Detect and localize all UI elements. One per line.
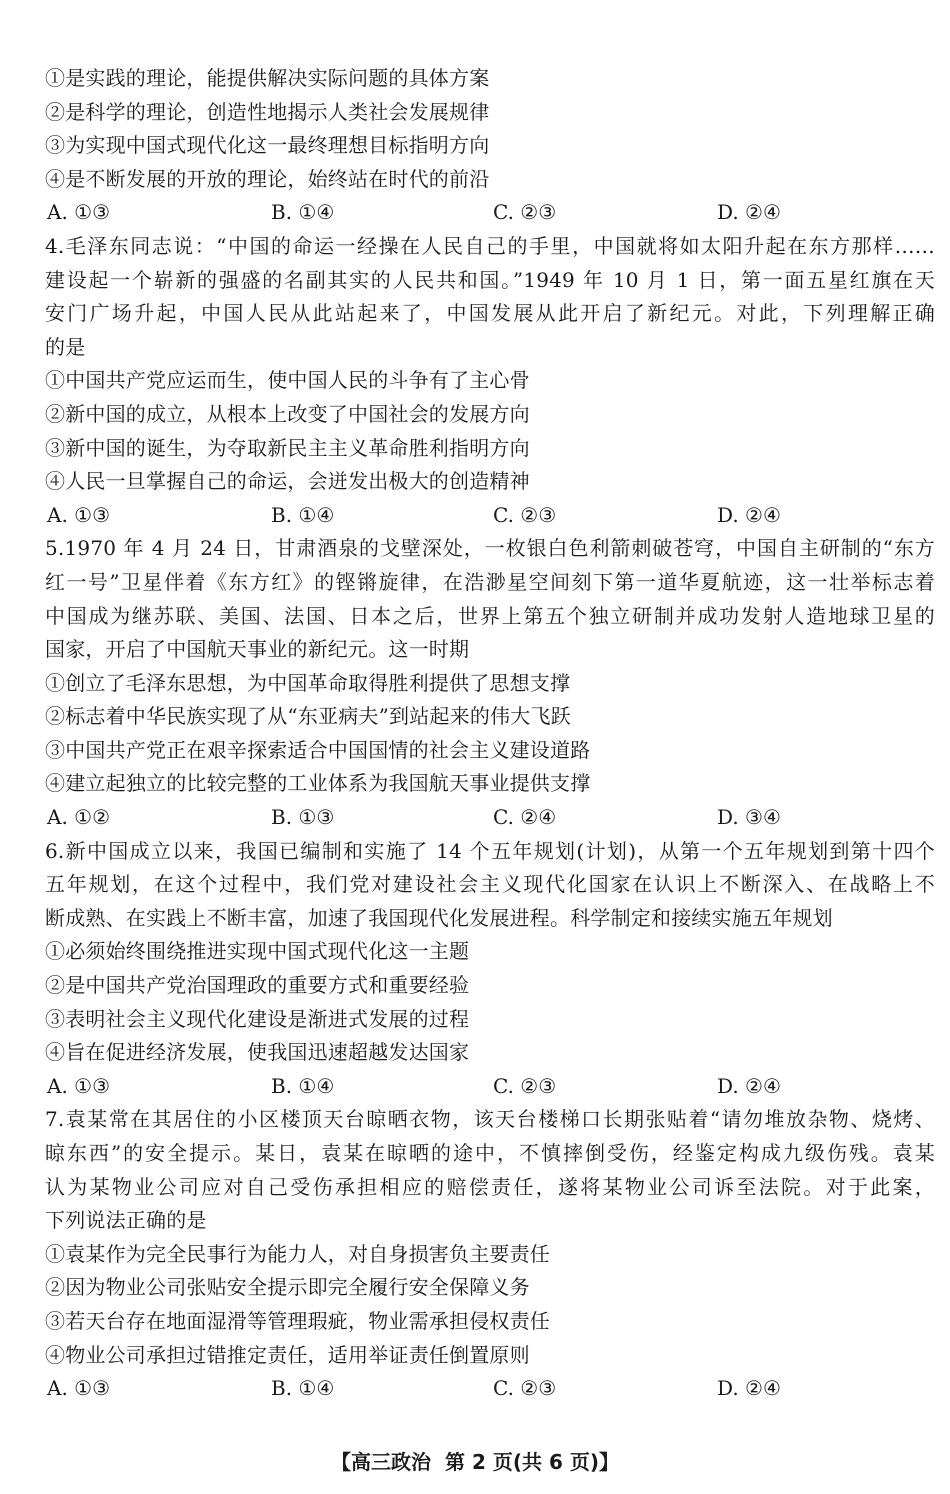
question-5 <box>45 532 935 834</box>
q7-stem-line-1: 7.袁某常在其居住的小区楼顶天台晾晒衣物，该天台楼梯口长期张贴着“请勿堆放杂物、烧烤、 <box>45 1107 935 1132</box>
q4-option-1: ①中国共产党应运而生，使中国人民的斗争有了主心骨 <box>45 368 530 393</box>
q4-choice-a: A. ①③ <box>47 502 111 527</box>
page-footer <box>0 1446 950 1475</box>
q6-option-4: ④旨在促进经济发展，使我国迅速超越发达国家 <box>45 1040 470 1065</box>
q5-choice-d: D. ③④ <box>717 805 781 830</box>
q6-choice-c: C. ②③ <box>493 1073 557 1098</box>
q3-option-3: ③为实现中国式现代化这一最终理想目标指明方向 <box>45 133 490 158</box>
q7-choices <box>45 1372 935 1406</box>
q6-stem-line-1: 6.新中国成立以来，我国已编制和实施了 14 个五年规划(计划)，从第一个五年规划到第十四个 <box>45 838 935 863</box>
q7-option-1: ①袁某作为完全民事行为能力人，对自身损害负主要责任 <box>45 1241 550 1266</box>
q4-choice-c: C. ②③ <box>493 502 557 527</box>
q7-choice-a: A. ①③ <box>47 1376 111 1401</box>
q4-stem-line-4: 的是 <box>45 334 86 359</box>
q6-choice-d: D. ②④ <box>717 1073 781 1098</box>
q6-option-1: ①必须始终围绕推进实现中国式现代化这一主题 <box>45 939 470 964</box>
q7-stem-line-2: 晾东西”的安全提示。某日，袁某在晾晒的途中，不慎摔倒受伤，经鉴定构成九级伤残。袁某 <box>45 1141 935 1165</box>
q3-choices <box>45 196 935 230</box>
q7-stem-line-4: 下列说法正确的是 <box>45 1208 207 1233</box>
q7-option-2: ②因为物业公司张贴安全提示即完全履行安全保障义务 <box>45 1275 530 1300</box>
q3-option-4: ④是不断发展的开放的理论，始终站在时代的前沿 <box>45 166 490 191</box>
q4-stem-line-2: 建设起一个崭新的强盛的名副其实的人民共和国。”1949 年 10 月 1 日，第一面五星红旗在天 <box>45 267 935 292</box>
q4-choice-b: B. ①④ <box>271 502 335 527</box>
q5-option-2: ②标志着中华民族实现了从“东亚病夫”到站起来的伟大飞跃 <box>45 704 571 729</box>
q5-option-1: ①创立了毛泽东思想，为中国革命取得胜利提供了思想支撑 <box>45 670 571 695</box>
question-6 <box>45 835 935 1104</box>
q7-choice-c: C. ②③ <box>493 1376 557 1401</box>
q7-choice-d: D. ②④ <box>717 1376 781 1401</box>
q5-option-4: ④建立起独立的比较完整的工业体系为我国航天事业提供支撑 <box>45 771 591 796</box>
q5-stem-line-4: 国家，开启了中国航天事业的新纪元。这一时期 <box>45 637 470 662</box>
q4-option-4: ④人民一旦掌握自己的命运，会迸发出极大的创造精神 <box>45 469 530 494</box>
q3-choice-d: D. ②④ <box>717 200 781 225</box>
exam-page <box>45 62 935 1406</box>
q3-option-2: ②是科学的理论，创造性地揭示人类社会发展规律 <box>45 99 490 124</box>
q6-choices <box>45 1070 935 1104</box>
q3-choice-a: A. ①③ <box>47 200 111 225</box>
question-7 <box>45 1103 935 1405</box>
q3-option-1: ①是实践的理论，能提供解决实际问题的具体方案 <box>45 66 490 90</box>
q7-stem-line-3: 认为某物业公司应对自己受伤承担相应的赔偿责任，遂将某物业公司诉至法院。对于此案， <box>45 1174 935 1199</box>
q4-choice-d: D. ②④ <box>717 502 781 527</box>
q5-option-3: ③中国共产党正在艰辛探索适合中国国情的社会主义建设道路 <box>45 737 591 762</box>
footer-subject: 【高三政治 <box>331 1450 432 1474</box>
q5-stem-line-1: 5.1970 年 4 月 24 日，甘肃酒泉的戈壁深处，一枚银白色利箭刺破苍穹，中国自主研制的“东方 <box>45 536 935 561</box>
question-4 <box>45 230 935 532</box>
q7-option-4: ④物业公司承担过错推定责任，适用举证责任倒置原则 <box>45 1342 530 1367</box>
q4-stem-line-3: 安门广场升起，中国人民从此站起来了，中国发展从此开启了新纪元。对此，下列理解正确 <box>45 301 935 326</box>
q6-stem-line-2: 五年规划，在这个过程中，我们党对建设社会主义现代化国家在认识上不断深入、在战略上不 <box>45 872 935 897</box>
q3-choice-c: C. ②③ <box>493 200 557 225</box>
q5-choice-c: C. ②④ <box>493 805 557 830</box>
q6-option-2: ②是中国共产党治国理政的重要方式和重要经验 <box>45 973 470 998</box>
q4-option-3: ③新中国的诞生，为夺取新民主主义革命胜利指明方向 <box>45 435 530 460</box>
q5-choices <box>45 801 935 835</box>
question-3 <box>45 62 935 230</box>
q6-choice-a: A. ①③ <box>47 1073 111 1098</box>
q3-choice-b: B. ①④ <box>271 200 335 225</box>
q5-stem-line-2: 红一号”卫星伴着《东方红》的铿锵旋律，在浩渺星空间刻下第一道华夏航迹，这一壮举标志着 <box>45 569 935 594</box>
q7-option-3: ③若天台存在地面湿滑等管理瑕疵，物业需承担侵权责任 <box>45 1308 550 1333</box>
q6-choice-b: B. ①④ <box>271 1073 335 1098</box>
q5-choice-a: A. ①② <box>47 805 111 830</box>
q4-stem-line-1: 4.毛泽东同志说：“中国的命运一经操在人民自己的手里，中国就将如太阳升起在东方那样…… <box>45 233 935 258</box>
q7-choice-b: B. ①④ <box>271 1376 335 1401</box>
q6-option-3: ③表明社会主义现代化建设是渐进式发展的过程 <box>45 1006 470 1031</box>
q6-stem-line-3: 断成熟、在实践上不断丰富，加速了我国现代化发展进程。科学制定和接续实施五年规划 <box>45 905 833 930</box>
footer-page-number: 第 2 页(共 6 页)】 <box>445 1450 619 1474</box>
q4-option-2: ②新中国的成立，从根本上改变了中国社会的发展方向 <box>45 401 530 426</box>
q4-choices <box>45 499 935 533</box>
q5-choice-b: B. ①③ <box>271 805 335 830</box>
q5-stem-line-3: 中国成为继苏联、美国、法国、日本之后，世界上第五个独立研制并成功发射人造地球卫星的 <box>45 603 935 628</box>
